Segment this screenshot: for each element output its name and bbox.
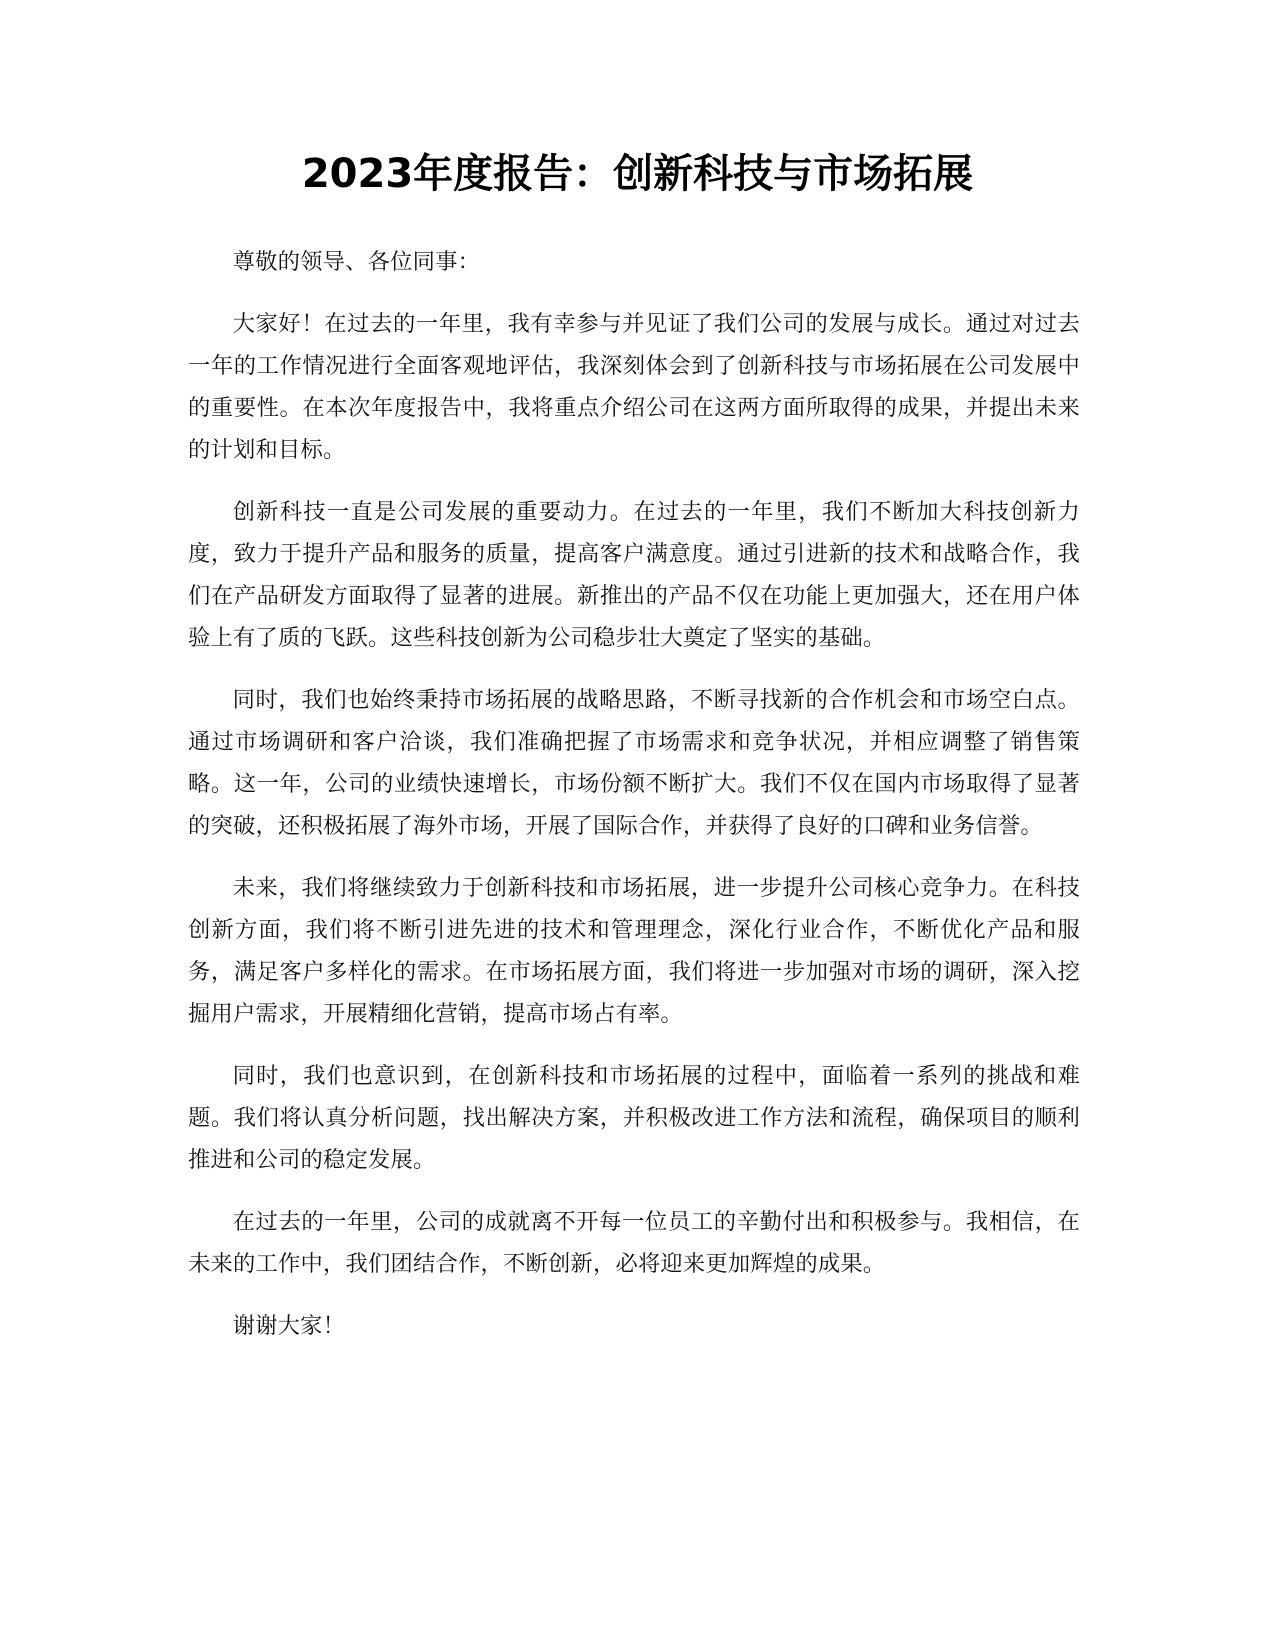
paragraph: 未来，我们将继续致力于创新科技和市场拓展，进一步提升公司核心竞争力。在科技创新方面，我们将不断引进先进的技术和管理理念，深化行业合作，不断优化产品和服务，满足客户多样化的需求。在市场拓展方面，我们将进一步加强对市场的调研，深入挖掘用户需求，开展精细化营销，提高市场占有率。 xyxy=(188,875,1080,1027)
paragraph: 大家好！在过去的一年里，我有幸参与并见证了我们公司的发展与成长。通过对过去一年的工作情况进行全面客观地评估，我深刻体会到了创新科技与市场拓展在公司发展中的重要性。在本次年度报告中，我将重点介绍公司在这两方面所取得的成果，并提出未来的计划和目标。 xyxy=(188,311,1080,463)
closing: 谢谢大家！ xyxy=(232,1313,346,1339)
document-title: 2023年度报告：创新科技与市场拓展 xyxy=(301,151,974,197)
paragraph: 在过去的一年里，公司的成就离不开每一位员工的辛勤付出和积极参与。我相信，在未来的工作中，我们团结合作，不断创新，必将迎来更加辉煌的成果。 xyxy=(188,1209,1080,1277)
paragraph: 同时，我们也始终秉持市场拓展的战略思路，不断寻找新的合作机会和市场空白点。通过市场调研和客户洽谈，我们准确把握了市场需求和竞争状况，并相应调整了销售策略。这一年，公司的业绩快速增长，市场份额不断扩大。我们不仅在国内市场取得了显著的突破，还积极拓展了海外市场，开展了国际合作，并获得了良好的口碑和业务信誉。 xyxy=(188,687,1080,839)
paragraph: 创新科技一直是公司发展的重要动力。在过去的一年里，我们不断加大科技创新力度，致力于提升产品和服务的质量，提高客户满意度。通过引进新的技术和战略合作，我们在产品研发方面取得了显著的进展。新推出的产品不仅在功能上更加强大，还在用户体验上有了质的飞跃。这些科技创新为公司稳步壮大奠定了坚实的基础。 xyxy=(188,499,1080,651)
salutation: 尊敬的领导、各位同事： xyxy=(232,249,481,275)
document-body xyxy=(188,241,1080,1367)
paragraph: 同时，我们也意识到，在创新科技和市场拓展的过程中，面临着一系列的挑战和难题。我们将认真分析问题，找出解决方案，并积极改进工作方法和流程，确保项目的顺利推进和公司的稳定发展。 xyxy=(188,1063,1080,1173)
